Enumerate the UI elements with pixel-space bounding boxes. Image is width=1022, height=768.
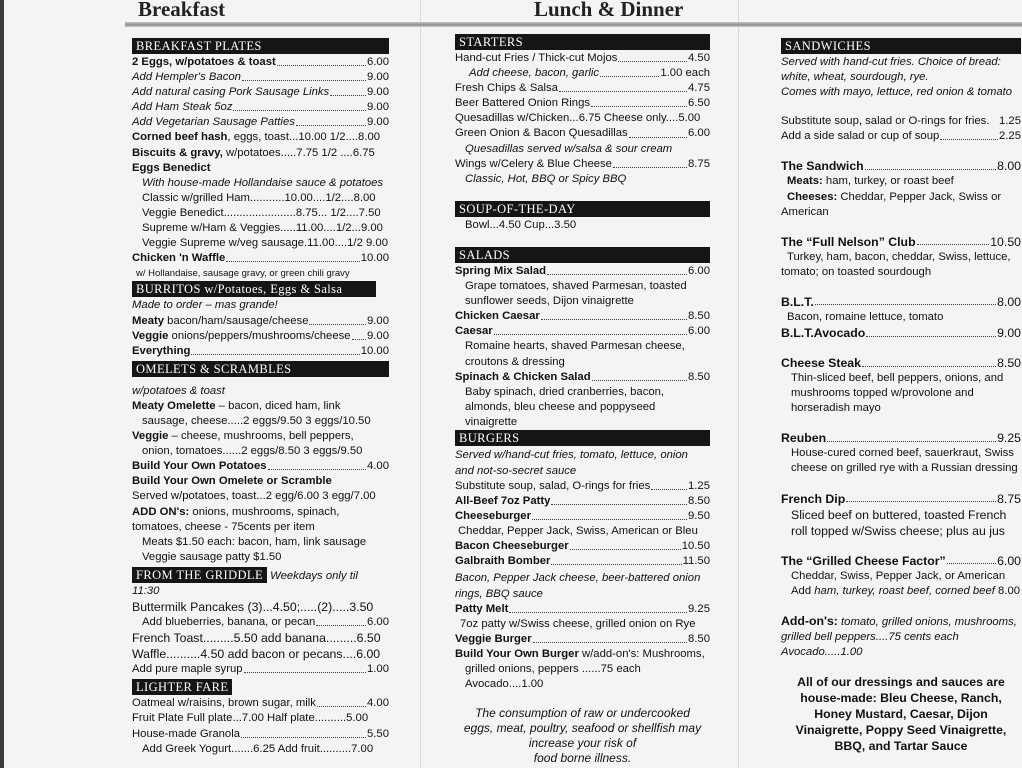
menu-item: The “Grilled Cheese Factor” 6.00 <box>781 553 1021 568</box>
item-desc: horseradish mayo <box>791 402 881 415</box>
menu-item: Add Ham Steak 5oz 9.00 <box>132 101 389 114</box>
section-note: 11:30 <box>132 585 160 597</box>
section-note: and not-so-secret sauce <box>455 464 577 477</box>
menu-item: Beer Battered Onion Rings 6.50 <box>455 97 710 110</box>
menu-item: Add cheese, bacon, garlic 1.00 each <box>469 67 710 80</box>
menu-item: Add a side salad or cup of soup 2.25 <box>781 130 1021 143</box>
section-heading: SOUP-OF-THE-DAY <box>455 201 710 217</box>
section-note: white, wheat, sourdough, rye. <box>781 71 929 84</box>
item-desc: croutons & dressing <box>465 355 565 368</box>
title-rule <box>125 22 1022 27</box>
menu-item: Meaty Omelette – bacon, diced ham, link <box>132 399 341 412</box>
menu-item: Waffle..........4.50 add bacon or pecans....6.00 <box>132 647 381 662</box>
section-note: Comes with mayo, lettuce, red onion & tomato <box>781 86 1013 99</box>
item-desc: grilled onions, peppers ......75 each <box>465 662 641 675</box>
menu-item: Chicken 'n Waffle 10.00 <box>132 252 389 265</box>
section-heading: OMELETS & SCRAMBLES <box>132 361 389 377</box>
item-desc: Sliced beef on buttered, toasted French <box>791 507 1007 522</box>
menu-item: French Dip 8.75 <box>781 491 1021 506</box>
item-desc: roll topped w/Swiss cheese; plus au jus <box>791 523 1005 538</box>
menu-item: Meaty bacon/ham/sausage/cheese 9.00 <box>132 314 389 327</box>
menu-item: The Sandwich 8.00 <box>781 159 1021 174</box>
section-note: w/potatoes & toast <box>132 384 225 397</box>
page-edge <box>0 0 4 768</box>
menu-item: Veggie Benedict.......................8.75... 1/2....7.50 <box>142 206 381 219</box>
dressings-note: All of our dressings and sauces are house-made: Bleu Cheese, Ranch, Honey Mustard, Caesar, Dijon Vinaigrette, Poppy Seed Vinaigrette, BBQ, and Tartar Sauce <box>795 674 1007 753</box>
item-desc: Avocado....1.00 <box>465 678 544 690</box>
menu-item: Corned beef hash, eggs, toast...10.00 1/2....8.00 <box>132 131 381 144</box>
item-desc: sunflower seeds, Dijon vinaigrette <box>465 295 634 308</box>
section-heading: FROM THE GRIDDLE <box>132 567 267 583</box>
section-heading: STARTERS <box>455 34 710 50</box>
menu-item: B.L.T.Avocado 9.00 <box>781 326 1021 341</box>
menu-item: 2 Eggs, w/potatoes & toast 6.00 <box>132 56 389 68</box>
menu-item: Veggie Burger 8.50 <box>455 632 710 645</box>
menu-item: Everything 10.00 <box>132 344 389 357</box>
menu-item-desc: Served w/potatoes, toast...2 egg/6.00 3 egg/7.00 <box>132 490 376 503</box>
menu-item: Reuben 9.25 <box>781 431 1021 446</box>
menu-item: Spinach & Chicken Salad 8.50 <box>455 370 710 383</box>
section-heading: BREAKFAST PLATES <box>132 38 389 54</box>
item-note: w/ Hollandaise, sausage gravy, or green chili gravy <box>136 268 350 280</box>
menu-item: Hand-cut Fries / Thick-cut Mojos 4.50 <box>455 52 710 64</box>
section-heading: BURRITOS w/Potatoes, Eggs & Salsa <box>132 281 376 297</box>
menu-item: Buttermilk Pancakes (3)...4.50;.....(2).....3.50 <box>132 600 374 615</box>
item-desc: American <box>781 205 829 218</box>
menu-item: Cheeseburger 9.50 <box>455 510 710 523</box>
item-desc: Romaine hearts, shaved Parmesan cheese, <box>465 340 685 353</box>
item-desc: Baby spinach, dried cranberries, bacon, <box>465 385 665 398</box>
item-desc: Cheddar, Pepper Jack, Swiss, American or Bleu <box>458 525 698 538</box>
breakfast-column <box>132 38 389 757</box>
item-desc: cheese on grilled rye with a Russian dressing <box>791 462 1018 475</box>
menu-item-name: Build Your Own Omelete or Scramble <box>132 475 332 488</box>
item-desc: Grape tomatoes, shaved Parmesan, toasted <box>465 280 687 293</box>
lunch-column <box>455 34 710 766</box>
panel-fold <box>420 0 421 768</box>
menu-item-price-line: sausage, cheese.....2 eggs/9.50 3 eggs/10.50 <box>142 414 371 427</box>
menu-item: Veggie – cheese, mushrooms, bell peppers, <box>132 430 354 443</box>
section-heading: LIGHTER FARE <box>132 679 232 695</box>
menu-item: The “Full Nelson” Club 10.50 <box>781 234 1021 249</box>
item-desc: tomato; on toasted sourdough <box>781 265 932 278</box>
menu-item: Build Your Own Burger w/add-on's: Mushrooms, <box>455 647 705 660</box>
item-desc: rings, BBQ sauce <box>455 587 543 600</box>
addons-line: Avocado.....1.00 <box>781 645 863 658</box>
item-desc: 7oz patty w/Swiss cheese, grilled onion on Rye <box>460 617 696 630</box>
menu-item: House-made Granola 5.50 <box>132 727 389 740</box>
food-safety-notice: The consumption of raw or undercooked eggs, meat, poultry, seafood or shellfish may increase your risk of food borne illness. <box>463 706 702 766</box>
menu-item: Wings w/Celery & Blue Cheese 8.75 <box>455 157 710 170</box>
menu-item: Add Hempler's Bacon 9.00 <box>132 71 389 84</box>
menu-item: All-Beef 7oz Patty 8.50 <box>455 495 710 508</box>
section-note: Made to order – mas grande! <box>132 299 278 312</box>
item-desc: Bacon, romaine lettuce, tomato <box>787 310 944 323</box>
section-note: Served with hand-cut fries. Choice of bread: <box>781 56 1001 68</box>
section-note: Weekdays only til <box>267 569 358 582</box>
addons-line: tomatoes, cheese - 75cents per item <box>132 520 315 533</box>
addons-line: Meats $1.50 each: bacon, ham, link sausage <box>142 535 367 548</box>
menu-item: Classic w/grilled Ham...........10.00....1/2....8.00 <box>142 191 376 204</box>
item-desc: almonds, bleu cheese and poppyseed <box>465 400 656 413</box>
menu-item: Bacon Cheeseburger 10.50 <box>455 540 710 553</box>
section-heading: BURGERS <box>455 430 710 446</box>
menu-item: Add natural casing Pork Sausage Links 9.00 <box>132 86 389 99</box>
item-desc: Add ham, turkey, roast beef, corned beef 8.00 <box>791 584 1021 597</box>
item-desc: Turkey, ham, bacon, cheddar, Swiss, lettuce, <box>787 250 1011 263</box>
section-heading: SANDWICHES <box>781 38 1021 54</box>
menu-item: Veggie onions/peppers/mushrooms/cheese 9.00 <box>132 329 389 342</box>
addons-line: grilled bell peppers....75 cents each <box>781 630 959 643</box>
menu-item: Veggie Supreme w/veg sausage.11.00....1/2 9.00 <box>142 237 388 250</box>
menu-item: Oatmeal w/raisins, brown sugar, milk 4.00 <box>132 697 389 710</box>
menu-item: Add pure maple syrup 1.00 <box>132 663 389 676</box>
menu-item: French Toast.........5.50 add banana.........6.50 <box>132 631 381 646</box>
breakfast-title: Breakfast <box>138 0 226 21</box>
menu-item: Green Onion & Bacon Quesadillas 6.00 <box>455 127 710 140</box>
panel-fold <box>738 0 739 768</box>
menu-item: Patty Melt 9.25 <box>455 602 710 615</box>
item-note: With house-made Hollandaise sauce & potatoes <box>142 176 384 189</box>
menu-item: Biscuits & gravy, w/potatoes.....7.75 1/2 ....6.75 <box>132 146 375 159</box>
addons: ADD ON's: onions, mushrooms, spinach, <box>132 505 340 518</box>
item-note: Classic, Hot, BBQ or Spicy BBQ <box>465 172 627 185</box>
menu-item: Add Vegetarian Sausage Patties 9.00 <box>132 116 389 129</box>
menu-item: Substitute soup, salad or O-rings for fries. 1.25 <box>781 115 1021 128</box>
menu-item: Fresh Chips & Salsa 4.75 <box>455 82 710 95</box>
menu-item-price-line: onion, tomatoes......2 eggs/8.50 3 eggs/9.50 <box>142 445 363 458</box>
menu-item: Cheese Steak 8.50 <box>781 356 1021 371</box>
section-note: Served w/hand-cut fries, tomato, lettuce, onion <box>455 448 688 461</box>
menu-item: Caesar 6.00 <box>455 325 710 338</box>
item-desc: Bacon, Pepper Jack cheese, beer-battered onion <box>455 571 701 584</box>
menu-item: Quesadillas w/Chicken...6.75 Cheese only....5.00 <box>455 112 701 125</box>
item-note: Quesadillas served w/salsa & sour cream <box>465 142 673 155</box>
menu-item: Chicken Caesar 8.50 <box>455 310 710 323</box>
item-desc: Meats: ham, turkey, or roast beef <box>787 175 954 188</box>
addons: Add-on's: tomato, grilled onions, mushrooms, <box>781 613 1017 628</box>
menu-item: Supreme w/Ham & Veggies.....11.00....1/2...9.00 <box>142 222 383 235</box>
menu-item-name: Eggs Benedict <box>132 161 211 174</box>
addons-line: Veggie sausage patty $1.50 <box>142 550 282 563</box>
menu-item: Add blueberries, banana, or pecan 6.00 <box>142 616 389 629</box>
menu-item: Bowl...4.50 Cup...3.50 <box>465 218 577 231</box>
menu-item: Substitute soup, salad, O-rings for fries 1.25 <box>455 479 710 492</box>
lunch-dinner-title: Lunch & Dinner <box>534 0 684 21</box>
menu-item: Spring Mix Salad 6.00 <box>455 264 710 277</box>
item-desc: Cheddar, Swiss, Pepper Jack, or American <box>791 569 1006 582</box>
item-desc: House-cured corned beef, sauerkraut, Swiss <box>791 447 1014 460</box>
section-heading: SALADS <box>455 247 710 263</box>
item-desc: Thin-sliced beef, bell peppers, onions, and <box>791 372 1004 385</box>
sandwiches-column <box>781 38 1021 754</box>
menu-item: Galbraith Bomber 11.50 <box>455 555 710 568</box>
menu-item: Add Greek Yogurt.......6.25 Add fruit..........7.00 <box>142 742 374 755</box>
item-desc: vinaigrette <box>465 415 518 428</box>
menu-item: B.L.T. 8.00 <box>781 294 1021 309</box>
menu-item: Fruit Plate Full plate...7.00 Half plate..........5.00 <box>132 712 369 725</box>
item-desc: Cheeses: Cheddar, Pepper Jack, Swiss or <box>787 190 1002 203</box>
menu-item: Build Your Own Potatoes 4.00 <box>132 460 389 473</box>
item-desc: mushrooms topped w/provolone and <box>791 387 974 400</box>
